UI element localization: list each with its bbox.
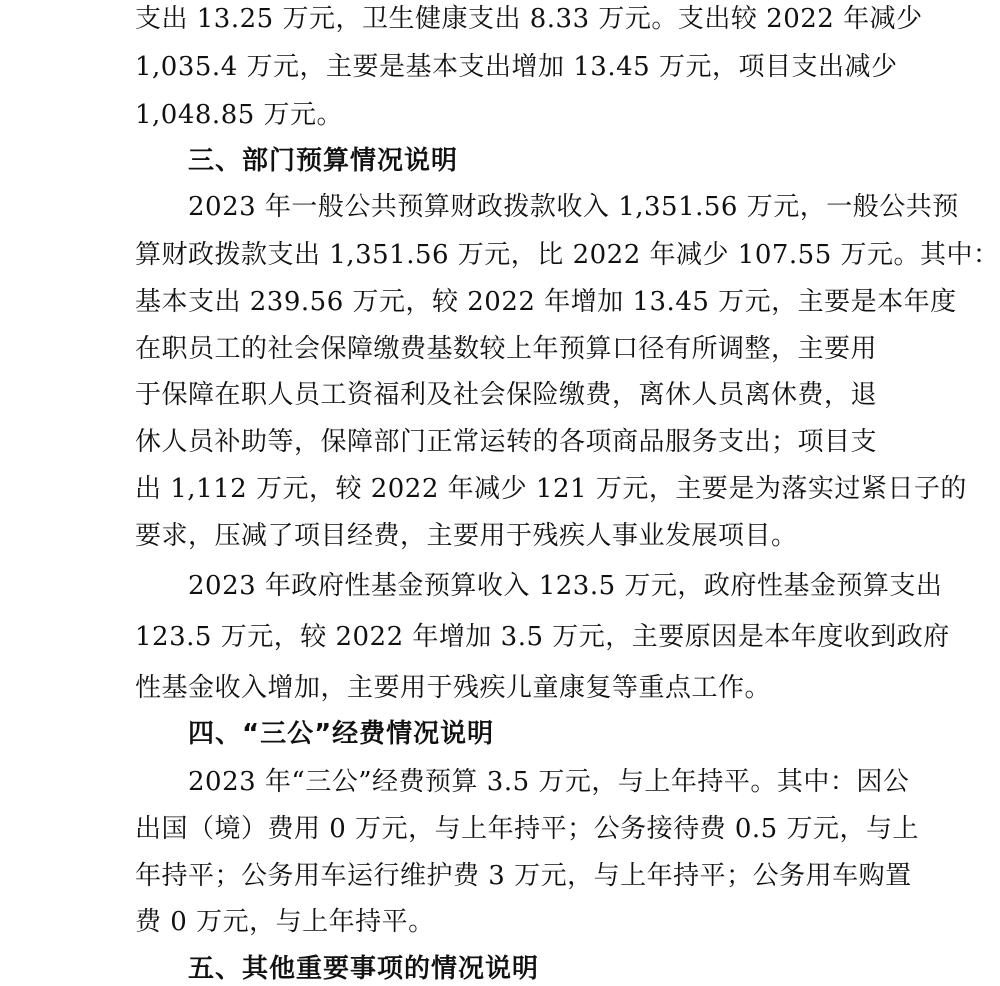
section-3-para1-line-8: 要求，压减了项目经费，主要用于残疾人事业发展项目。 — [135, 521, 798, 551]
section-5-heading: 五、其他重要事项的情况说明 — [188, 954, 540, 984]
section-3-para2-line-3: 性基金收入增加，主要用于残疾儿童康复等重点工作。 — [135, 673, 772, 703]
section-3-para1-line-6: 休人员补助等，保障部门正常运转的各项商品服务支出；项目支 — [135, 427, 878, 457]
section-4-para-line-3: 年持平；公务用车运行维护费 3 万元，与上年持平；公务用车购置 — [135, 861, 912, 891]
intro-line-2: 1,035.4 万元，主要是基本支出增加 13.45 万元，项目支出减少 — [135, 52, 898, 82]
section-3-para1-line-5: 于保障在职人员工资福利及社会保险缴费，离休人员离休费，退 — [135, 380, 878, 410]
section-3-para2-line-1: 2023 年政府性基金预算收入 123.5 万元，政府性基金预算支出 — [188, 571, 943, 601]
section-3-para2-line-2: 123.5 万元，较 2022 年增加 3.5 万元，主要原因是本年度收到政府 — [135, 622, 950, 652]
section-4-para-line-2: 出国（境）费用 0 万元，与上年持平；公务接待费 0.5 万元，与上 — [135, 814, 919, 844]
section-3-para1-line-3: 基本支出 239.56 万元，较 2022 年增加 13.45 万元，主要是本年度 — [135, 287, 957, 317]
intro-line-3: 1,048.85 万元。 — [135, 100, 344, 130]
section-3-para1-line-1: 2023 年一般公共预算财政拨款收入 1,351.56 万元，一般公共预 — [188, 192, 959, 222]
section-3-para1-line-4: 在职员工的社会保障缴费基数较上年预算口径有所调整，主要用 — [135, 334, 878, 364]
section-3-para1-line-7: 出 1,112 万元，较 2022 年减少 121 万元，主要是为落实过紧日子的 — [135, 474, 967, 504]
section-4-para-line-4: 费 0 万元，与上年持平。 — [135, 907, 435, 937]
intro-line-1: 支出 13.25 万元，卫生健康支出 8.33 万元。支出较 2022 年减少 — [135, 4, 923, 34]
section-3-para1-line-2: 算财政拨款支出 1,351.56 万元，比 2022 年减少 107.55 万元。其中： — [135, 240, 1000, 270]
section-3-heading: 三、部门预算情况说明 — [188, 146, 459, 176]
section-4-heading: 四、“三公”经费情况说明 — [188, 719, 495, 749]
section-4-para-line-1: 2023 年“三公”经费预算 3.5 万元，与上年持平。其中：因公 — [188, 767, 910, 797]
